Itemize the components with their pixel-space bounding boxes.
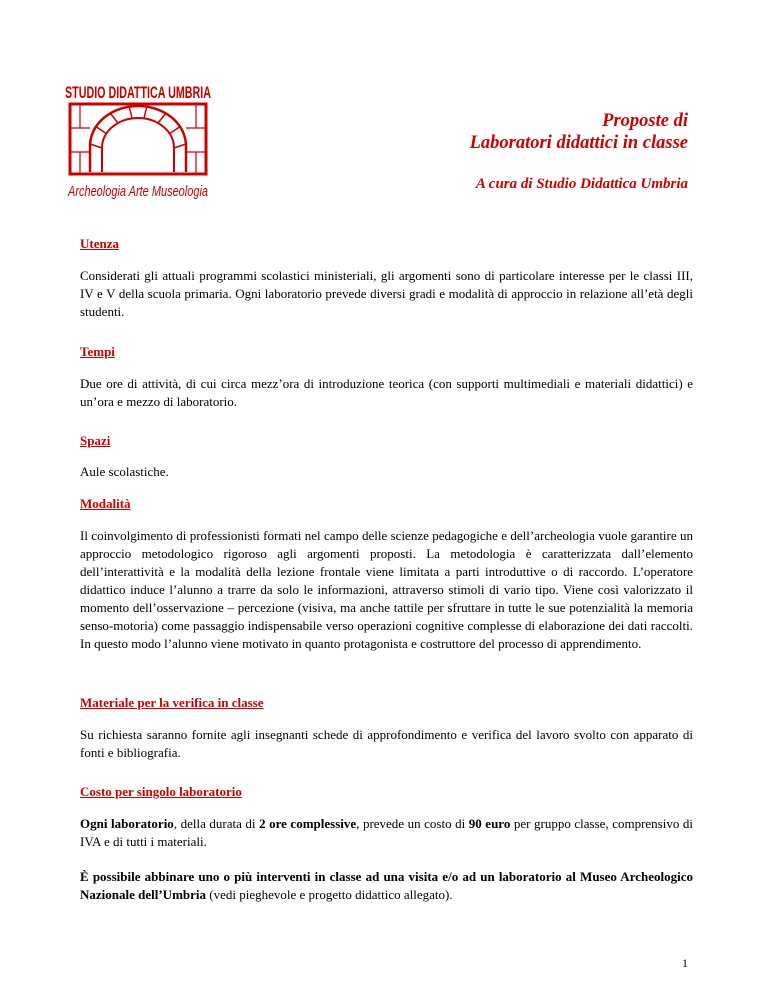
abbinamento-bold: È possibile abbinare uno o più interventi in classe ad una visita e/o ad un laboratorio al Museo Archeologico Nazionale dell’Umbria bbox=[80, 869, 693, 902]
text-utenza: Considerati gli attuali programmi scolastici ministeriali, gli argomenti sono di particolare interesse per le classi III, IV e V della scuola primaria. Ogni laboratorio prevede diversi gradi e modalità di approccio in relazione all’età degli studenti. bbox=[80, 268, 693, 319]
heading-utenza: Utenza bbox=[80, 236, 119, 251]
document-title bbox=[470, 110, 688, 154]
costo-text-2: , prevede un costo di bbox=[356, 816, 469, 831]
title-line-2: Laboratori didattici in classe bbox=[469, 133, 688, 153]
text-modalita: Il coinvolgimento di professionisti formati nel campo delle scienze pedagogiche e dell’archeologia vuole garantire un approccio metodologico rigoroso agli argomenti proposti. La metodologia è caratterizzata dall’elemento dell’interattività e la modalità della lezione frontale viene limitata a parti introduttive o di raccordo. L’operatore didattico induce l’alunno a trarre da solo le informazioni, attraverso stimoli di vario tipo. Viene così valorizzato il momento dell’osservazione – percezione (visiva, ma anche tattile per sfruttare in tutte le sue potenzialità la memoria senso-motoria) come passaggio indispensabile verso operazioni cognitive complesse di elaborazione dei dati raccolti. In questo modo l’alunno viene motivato in quanto protagonista e costruttore del processo di apprendimento. bbox=[80, 528, 693, 651]
costo-bold-durata: 2 ore complessive bbox=[259, 816, 357, 831]
abbinamento-rest: (vedi pieghevole e progetto didattico allegato). bbox=[206, 887, 453, 902]
heading-materiale: Materiale per la verifica in classe bbox=[80, 695, 264, 710]
studio-didattica-umbria-logo bbox=[62, 78, 214, 204]
text-tempi: Due ore di attività, di cui circa mezz’ora di introduzione teorica (con supporti multimediali e materiali didattici) e un’ora e mezzo di laboratorio. bbox=[80, 376, 693, 409]
heading-modalita: Modalità bbox=[80, 496, 131, 511]
page-number: 1 bbox=[682, 956, 688, 970]
heading-costo: Costo per singolo laboratorio bbox=[80, 784, 242, 799]
heading-tempi: Tempi bbox=[80, 344, 115, 359]
text-materiale: Su richiesta saranno fornite agli insegnanti schede di approfondimento e verifica del lavoro svolto con apparato di fonti e bibliografia. bbox=[80, 727, 693, 760]
logo-bottom-text: Archeologia Arte Museologia bbox=[67, 183, 208, 200]
logo-top-text: STUDIO DIDATTICA UMBRIA bbox=[65, 84, 212, 102]
costo-text-3: per gruppo classe, comprensivo di IVA e di tutti i materiali. bbox=[80, 816, 693, 849]
costo-text-1: , della durata di bbox=[173, 816, 260, 831]
text-abbinamento bbox=[80, 868, 693, 904]
curator-line: A cura di Studio Didattica Umbria bbox=[475, 176, 688, 192]
title-line-1: Proposte di bbox=[602, 111, 688, 131]
costo-bold-prezzo: 90 euro bbox=[468, 816, 511, 831]
heading-spazi: Spazi bbox=[80, 433, 111, 448]
text-costo bbox=[80, 815, 693, 851]
costo-bold-laboratorio: Ogni laboratorio bbox=[80, 816, 174, 831]
text-spazi: Aule scolastiche. bbox=[80, 464, 169, 479]
